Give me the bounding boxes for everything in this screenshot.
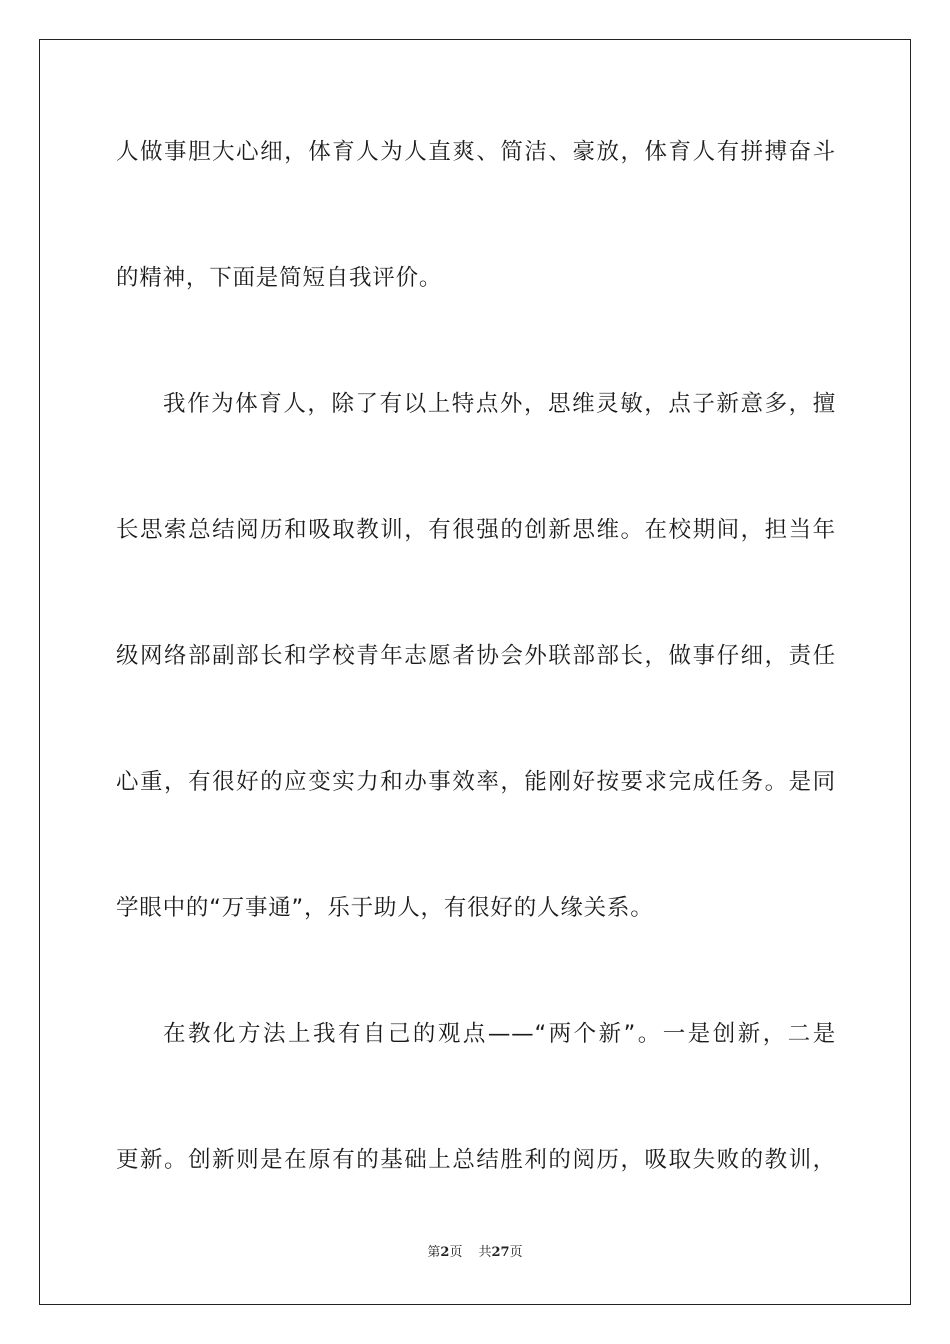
footer-page-suffix: 页 (449, 1245, 463, 1260)
text-line-7: 学眼中的“万事通”，乐于助人，有很好的人缘关系。 (116, 895, 654, 921)
footer-total-prefix: 共 (478, 1245, 492, 1260)
footer-page-number: 2 (440, 1245, 450, 1260)
text-line-9: 更新。创新则是在原有的基础上总结胜利的阅历，吸取失败的教训， (116, 1147, 836, 1173)
footer-total-pages: 27 (491, 1245, 510, 1260)
text-line-3: 我作为体育人，除了有以上特点外，思维灵敏，点子新意多，擅 (163, 391, 836, 417)
page-footer (0, 1244, 950, 1262)
text-line-4: 长思索总结阅历和吸取教训，有很强的创新思维。在校期间，担当年 (116, 517, 836, 543)
text-line-6: 心重，有很好的应变实力和办事效率，能刚好按要求完成任务。是同 (116, 769, 836, 795)
text-line-8: 在教化方法上我有自己的观点——“两个新”。一是创新，二是 (163, 1021, 836, 1047)
text-line-1: 人做事胆大心细，体育人为人直爽、简洁、豪放，体育人有拼搏奋斗 (116, 139, 836, 165)
footer-page-prefix: 第 (427, 1245, 441, 1260)
text-line-5: 级网络部副部长和学校青年志愿者协会外联部部长，做事仔细，责任 (116, 643, 836, 669)
footer-total-suffix: 页 (509, 1245, 523, 1260)
text-line-2: 的精神，下面是简短自我评价。 (116, 265, 443, 291)
page-border (39, 39, 911, 1305)
